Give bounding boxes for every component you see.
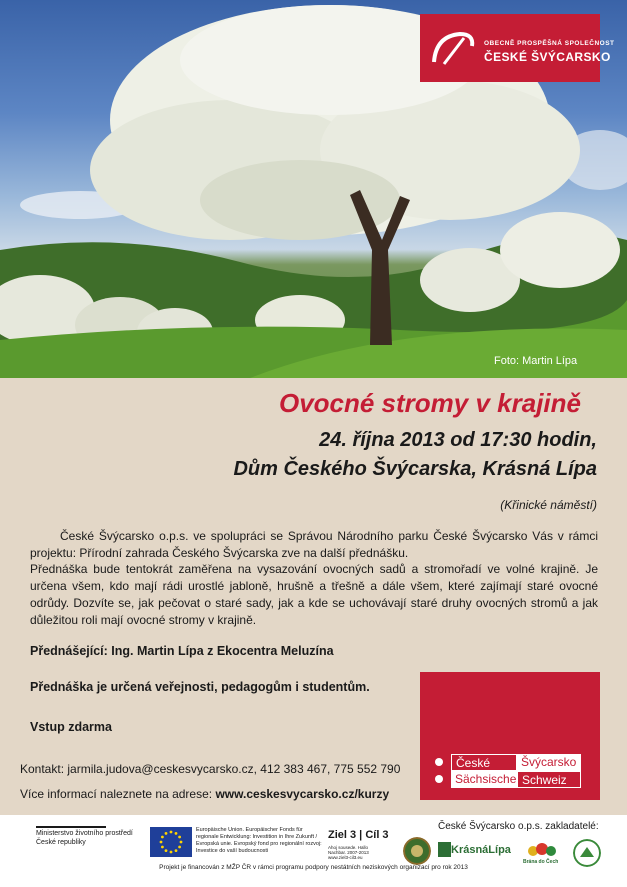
logo-de-word1: Sächsische — [451, 771, 517, 788]
eu-funding-text: Europäische Union. Europäischer Fonds für regionale Entwicklung: Investition in Ihre Zukunft / Evropská unie. Evropský fond pro regionální rozvoj: Investice do vaší budoucnosti — [196, 827, 322, 854]
intro-paragraph: České Švýcarsko o.p.s. ve spolupráci se Správou Národního parku České Švýcarsko Vás v rámci projektu: Přírodní zahrada Českého Švýcarska zve na další přednášku. — [30, 529, 598, 560]
bullet-dot-icon — [435, 775, 443, 783]
speaker-line: Přednášející: Ing. Martin Lípa z Ekocentra Meluzína — [30, 644, 334, 658]
eu-flag-icon — [150, 827, 192, 857]
more-info-line — [20, 787, 389, 801]
ministry-line2: České republiky — [36, 839, 86, 846]
logo-de-word2: Schweiz — [517, 771, 581, 788]
footer-partners — [0, 815, 627, 887]
description-paragraph: Přednáška bude tentokrát zaměřena na vysazování ovocných sadů a stromořadí ve volné krajině. Je určena všem, kdo mají rádi urostlé jabloně, hrušně a třešně a dále všem, které zajímají staré ovocné odrůdy. Dozvíte se, jak pečovat o staré sady, jak a kde se uchovávají staré druhy ovocných stromů a jak důležitou roli mají ovocné stromy v krajině. — [30, 562, 598, 627]
photo-credit: Foto: Martin Lípa — [494, 355, 578, 367]
audience-line: Přednáška je určená veřejnosti, pedagogům i studentům. — [30, 680, 370, 694]
logo-swoosh-icon — [430, 28, 476, 68]
ministry-line1: Ministerstvo životního prostředí — [36, 830, 133, 837]
more-info-url-link[interactable]: www.ceskesvycarsko.cz/kurzy — [215, 787, 390, 801]
logo-line1: OBECNĚ PROSPĚŠNÁ SPOLEČNOST — [484, 40, 615, 47]
ceske-svycarsko-logo — [420, 14, 615, 82]
divider-line — [30, 664, 420, 665]
event-square: (Křinické náměstí) — [500, 498, 597, 512]
project-funding-note: Projekt je financován z MŽP ČR v rámci programu podpory nestátních neziskových organizací pro rok 2013 — [159, 864, 468, 871]
national-park-emblem-icon — [403, 837, 431, 865]
brana-do-cech-icon — [527, 842, 557, 858]
ministry-logo-text — [36, 829, 133, 847]
partner-emblem-icon — [573, 839, 601, 867]
logo-cz-word2: Švýcarsko — [517, 754, 581, 771]
event-venue: Dům Českého Švýcarska, Krásná Lípa — [233, 458, 597, 480]
ziel3-subtext: Ahoj sousede. Hallo Nachbar. 2007-2013 www.ziel3-cil3.eu — [328, 845, 369, 860]
logo-cz-word1: České — [451, 754, 517, 771]
ziel3-logo: Ziel 3 | Cíl 3 — [328, 829, 389, 841]
brana-do-cech-text: Brána do Čech — [523, 859, 559, 865]
contact-line: Kontakt: jarmila.judova@ceskesvycarsko.cz, 412 383 467, 775 552 790 — [20, 762, 401, 776]
bullet-dot-icon — [435, 758, 443, 766]
krasna-lipa-logo: KrásnáLípa — [451, 844, 511, 856]
event-date: 24. října 2013 od 17:30 hodin, — [319, 429, 597, 451]
logo-line2: ČESKÉ ŠVÝCARSKO — [484, 50, 611, 64]
entry-line: Vstup zdarma — [30, 720, 112, 734]
ministry-bar — [36, 826, 106, 828]
founders-label: České Švýcarsko o.p.s. zakladatelé: — [438, 821, 599, 832]
more-info-prefix: Více informací naleznete na adrese: — [20, 787, 216, 801]
krasna-lipa-mark-icon — [438, 842, 451, 857]
event-title: Ovocné stromy v krajině — [278, 388, 581, 418]
